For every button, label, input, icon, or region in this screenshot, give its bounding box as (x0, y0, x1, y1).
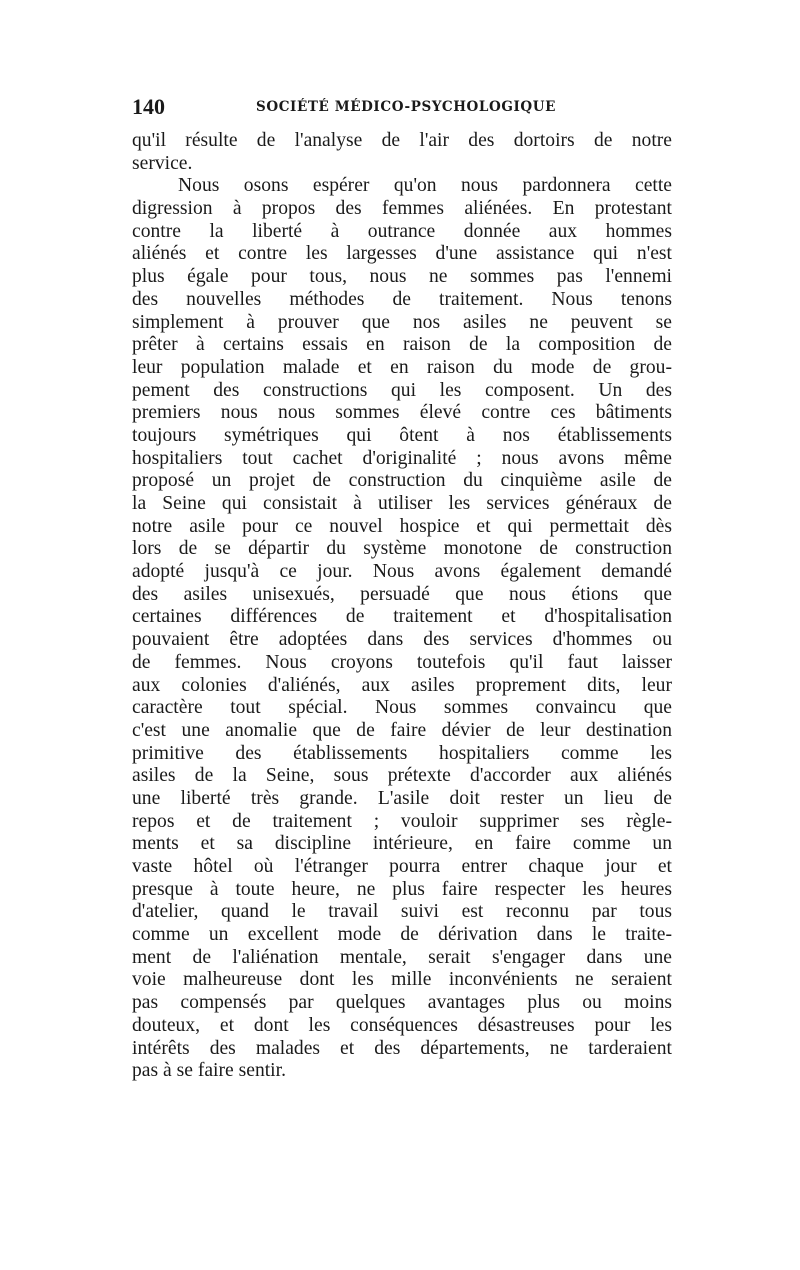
paragraph (132, 175, 672, 1083)
text-line: certaines différences de traitement et d'hospitalisation (132, 606, 672, 628)
text-line: la Seine qui consistait à utiliser les services généraux de (132, 493, 672, 514)
text-line: intérêts des malades et des départements, ne tarderaient (132, 1037, 672, 1059)
text-line: plus égale pour tous, nous ne sommes pas l'ennemi (132, 266, 672, 288)
text-line: d'atelier, quand le travail suivi est reconnu par tous (132, 901, 672, 923)
text-line: prêter à certains essais en raison de la composition de (132, 334, 672, 356)
text-line: des asiles unisexués, persuadé que nous étions que (132, 583, 672, 605)
text-line: pement des constructions qui les composent. Un des (132, 379, 672, 401)
running-title: SOCIÉTÉ MÉDICO-PSYCHOLOGIQUE (256, 99, 557, 115)
text-line: c'est une anomalie que de faire dévier de leur destination (132, 719, 672, 741)
text-line: une liberté très grande. L'asile doit rester un lieu de (132, 787, 672, 809)
text-line: douteux, et dont les conséquences désastreuses pour les (132, 1014, 672, 1036)
text-line: lors de se départir du système monotone de construction (132, 538, 672, 560)
text-line: hospitaliers tout cachet d'originalité ; nous avons même (132, 447, 672, 469)
text-line: presque à toute heure, ne plus faire respecter les heures (132, 878, 672, 900)
text-line: primitive des établissements hospitaliers comme les (132, 742, 672, 764)
text-line: vaste hôtel où l'étranger pourra entrer chaque jour et (132, 856, 672, 877)
text-line: pouvaient être adoptées dans des services d'hommes ou (132, 629, 672, 651)
page-number: 140 (132, 94, 165, 119)
text-line: ment de l'aliénation mentale, serait s'engager dans une (132, 946, 672, 968)
text-line: qu'il résulte de l'analyse de l'air des dortoirs de notre (132, 130, 672, 151)
text-line: contre la liberté à outrance donnée aux hommes (132, 220, 672, 242)
text-line: ments et sa discipline intérieure, en faire comme un (132, 833, 672, 855)
text-line: simplement à prouver que nos asiles ne peuvent se (132, 311, 672, 333)
text-line: asiles de la Seine, sous prétexte d'accorder aux aliénés (132, 765, 672, 787)
text-line: des nouvelles méthodes de traitement. Nous tenons (132, 288, 672, 310)
text-line: voie malheureuse dont les mille inconvénients ne seraient (132, 969, 672, 991)
body-text (132, 130, 672, 1083)
text-line: toujours symétriques qui ôtent à nos établissements (132, 424, 672, 446)
paragraph (132, 130, 672, 175)
text-line: notre asile pour ce nouvel hospice et qui permettait dès (132, 515, 672, 537)
text-line: caractère tout spécial. Nous sommes convaincu que (132, 697, 672, 719)
page-header (132, 94, 672, 120)
text-line: comme un excellent mode de dérivation dans le traite- (132, 924, 672, 946)
text-line: aux colonies d'aliénés, aux asiles proprement dits, leur (132, 674, 672, 696)
text-line: Nous osons espérer qu'on nous pardonnera cette (178, 175, 672, 197)
text-line: de femmes. Nous croyons toutefois qu'il faut laisser (132, 651, 672, 673)
text-line: pas compensés par quelques avantages plus ou moins (132, 992, 672, 1014)
text-line: proposé un projet de construction du cinquième asile de (132, 470, 672, 492)
text-line: adopté jusqu'à ce jour. Nous avons également demandé (132, 561, 672, 583)
text-line: repos et de traitement ; vouloir supprimer ses règle- (132, 810, 672, 832)
text-line: digression à propos des femmes aliénées. En protestant (132, 198, 672, 220)
text-line: service. (132, 152, 193, 174)
text-line: pas à se faire sentir. (132, 1060, 286, 1082)
text-line: premiers nous nous sommes élevé contre ces bâtiments (132, 402, 672, 424)
text-line: leur population malade et en raison du mode de grou- (132, 356, 672, 378)
text-line: aliénés et contre les largesses d'une assistance qui n'est (132, 243, 672, 265)
